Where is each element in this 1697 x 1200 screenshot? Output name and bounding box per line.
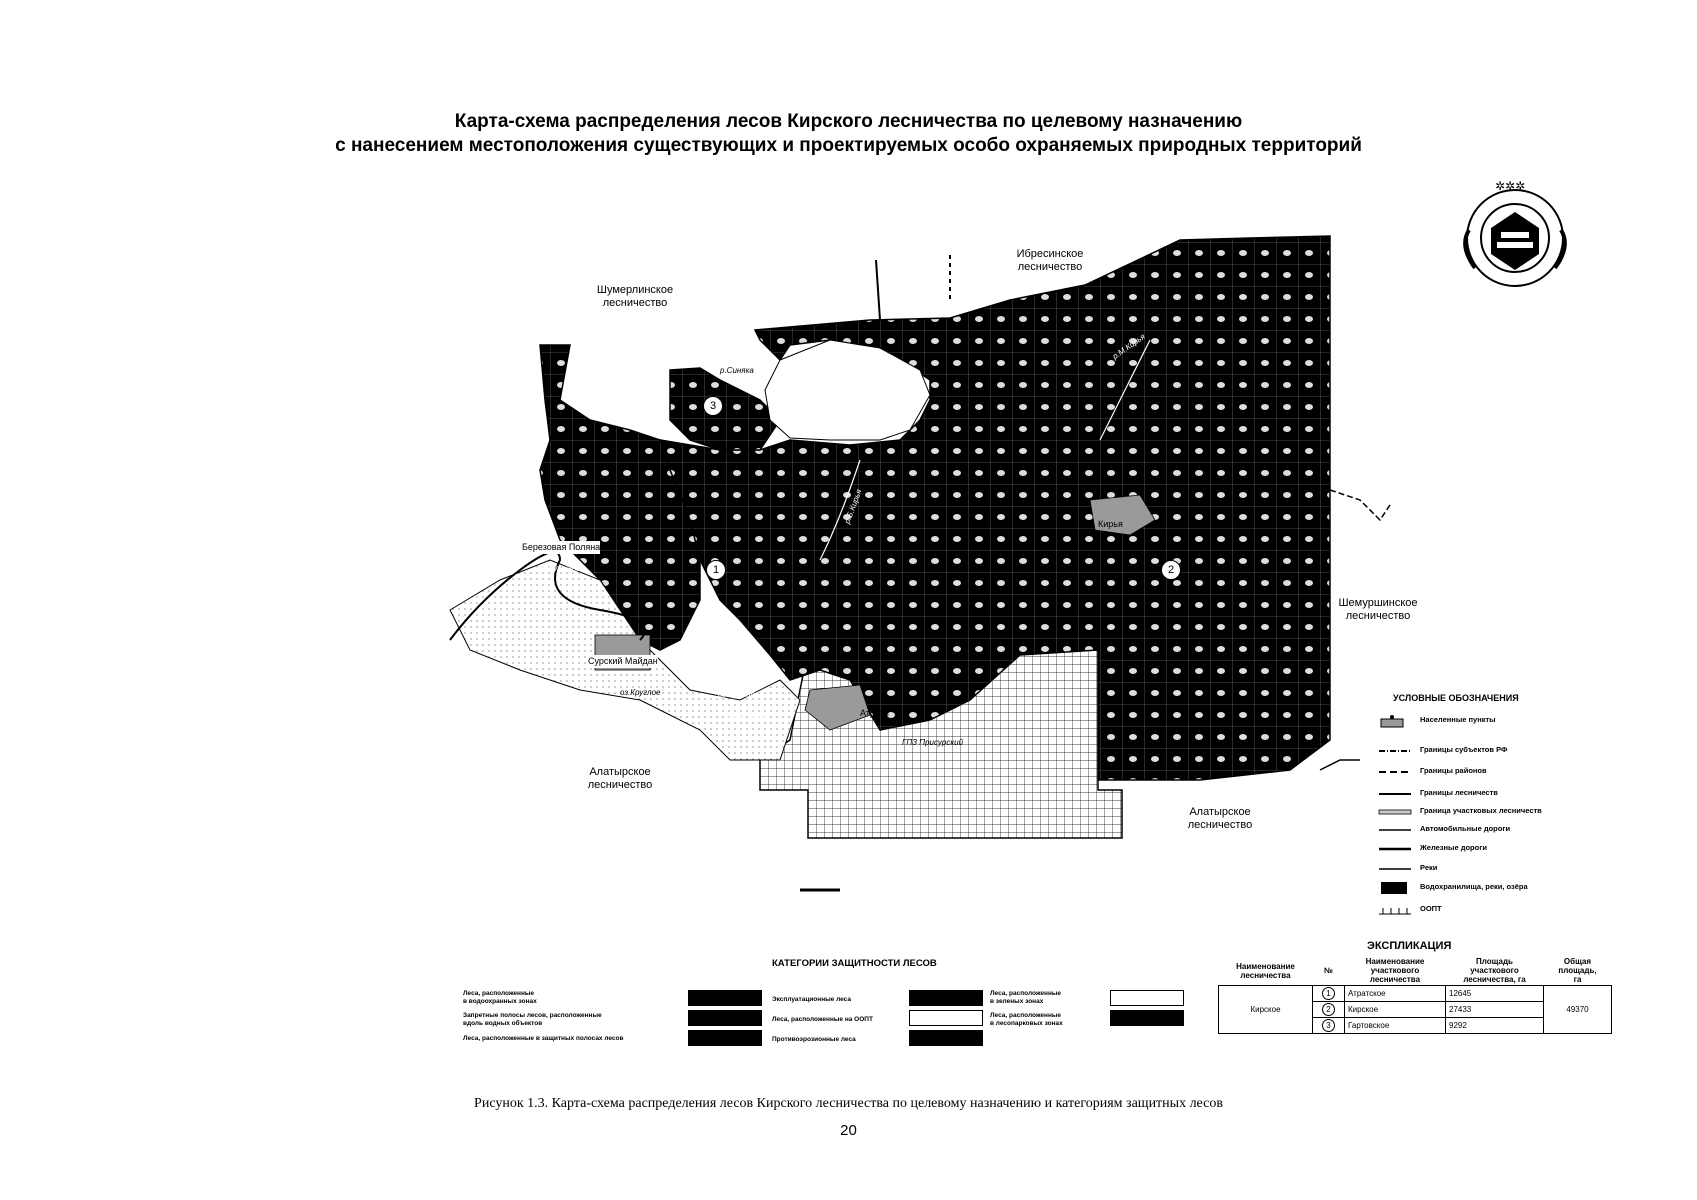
explication-title: ЭКСПЛИКАЦИЯ: [1367, 940, 1452, 952]
label-river-sura: р.Сура: [515, 610, 541, 619]
label-surskiy-maydan: Сурский Майдан: [588, 656, 658, 666]
svg-text:✲✲✲: ✲✲✲: [1495, 179, 1526, 193]
subforestry-name: Кирское: [1345, 1002, 1446, 1018]
legend-item-river: Реки: [1375, 862, 1695, 876]
table-row: [1219, 986, 1612, 1002]
categories-title: КАТЕГОРИИ ЗАЩИТНОСТИ ЛЕСОВ: [772, 958, 937, 969]
forestry-name: Кирское: [1219, 986, 1313, 1034]
legend-item-rf-border: Границы субъектов РФ: [1375, 744, 1695, 758]
category-anti-erosion: Противоэрозионные леса: [772, 1036, 856, 1043]
neighbor-ibresinskoe: Ибресинское лесничество: [1016, 248, 1084, 273]
subforestry-border-icon: [1375, 805, 1415, 819]
legend-item-settlement: Населенные пункты: [1375, 714, 1695, 728]
road-north: [876, 260, 880, 320]
legend-item-oopt: ООПТ: [1375, 903, 1695, 917]
label-oopt-name: ГПЗ Присурский: [902, 738, 964, 747]
col-total-area: Общая площадь, га: [1558, 957, 1597, 984]
category-protective-strips: Леса, расположенные в защитных полосах лесов: [463, 1035, 624, 1042]
label-lake-kulyukary: оз.Кульхары: [536, 564, 583, 573]
neighbor-shemurshinskoe: Шемуршинское лесничество: [1338, 597, 1418, 622]
page-number: 20: [840, 1122, 857, 1139]
district-border-icon: [1375, 765, 1415, 779]
category-prohibited-strips: Запретные полосы лесов, расположенные вдоль водных объектов: [463, 1012, 602, 1027]
label-kirya: Кирья: [1098, 519, 1123, 529]
map-title-line-1: Карта-схема распределения лесов Кирского лесничества по целевому назначению: [454, 111, 1243, 132]
railway-icon: [1375, 842, 1415, 856]
row-number: 2: [1322, 1003, 1335, 1016]
label-lake-khmutok: оз.Хмуток: [728, 714, 768, 723]
swatch-anti-erosion: [909, 1030, 983, 1046]
swatch-water-protection: [688, 990, 762, 1006]
label-lake-krugloe: оз.Круглое: [620, 688, 661, 697]
label-river-m-kirya: р.М.Кирья: [1110, 332, 1147, 361]
category-exploitation: Эксплуатационные леса: [772, 996, 851, 1003]
rf-border-icon: [1375, 744, 1415, 758]
oopt-icon: [1375, 903, 1415, 917]
map-title-line-2: с нанесением местоположения существующих и проектируемых особо охраняемых природных территорий: [335, 135, 1362, 156]
label-lake-buynasy: оз.Буйнасы: [718, 690, 761, 699]
forestry-border-icon: [1375, 787, 1415, 801]
subforestry-marker-2: 2: [1161, 560, 1181, 580]
row-number: 3: [1322, 1019, 1335, 1032]
label-river-b-kirya: р.Б.Кирья: [842, 487, 864, 526]
col-number: №: [1324, 966, 1333, 975]
category-forest-park-zones: Леса, расположенные в лесопарковых зонах: [990, 1012, 1063, 1027]
subforestry-marker-1: 1: [706, 560, 726, 580]
legend-item-water: Водохранилища, реки, озёра: [1375, 881, 1695, 895]
subforestry-marker-3: 3: [703, 396, 723, 416]
category-green-zones: Леса, расположенные в зеленых зонах: [990, 990, 1062, 1005]
legend-item-road: Автомобильные дороги: [1375, 823, 1695, 837]
forest-area-gartovskoe: [670, 368, 780, 450]
swatch-exploitation: [909, 990, 983, 1006]
neighbor-shumerlinskoe: Шумерлинское лесничество: [596, 284, 674, 309]
category-water-protection: Леса, расположенные в водоохранных зонах: [463, 990, 537, 1005]
swatch-oopt-forests: [909, 1010, 983, 1026]
legend-item-district-border: Границы районов: [1375, 765, 1695, 779]
subforestry-area: 9292: [1446, 1018, 1544, 1034]
legend-item-railway: Железные дороги: [1375, 842, 1695, 856]
row-number: 1: [1322, 987, 1335, 1000]
swatch-forest-park-zones: [1110, 1010, 1184, 1026]
swatch-protective-strips: [688, 1030, 762, 1046]
road-icon: [1375, 823, 1415, 837]
col-forestry: Наименование лесничества: [1236, 961, 1295, 980]
total-area: 49370: [1544, 986, 1612, 1034]
explication-table: [1218, 956, 1612, 1034]
label-river-sinyaka: р.Синяка: [720, 366, 754, 375]
label-atrati: Атрати: [860, 708, 889, 718]
neighbor-alatyrskoe-west: Алатырское лесничество: [587, 766, 653, 791]
settlement-icon: [1375, 714, 1415, 728]
category-oopt-forests: Леса, расположенные на ООПТ: [772, 1016, 873, 1023]
neighbor-alatyrskoe-south: Алатырское лесничество: [1187, 806, 1253, 831]
col-subforestry: Наименование участкового лесничества: [1365, 957, 1425, 984]
figure-caption: Рисунок 1.3. Карта-схема распределения лесов Кирского лесничества по целевому назначению и категориям защитных лесов: [474, 1096, 1223, 1111]
subforestry-name: Гартовское: [1345, 1018, 1446, 1034]
explication-header-row: [1219, 956, 1612, 986]
swatch-green-zones: [1110, 990, 1184, 1006]
subforestry-area: 27433: [1446, 1002, 1544, 1018]
legend-title: УСЛОВНЫЕ ОБОЗНАЧЕНИЯ: [1393, 693, 1519, 703]
subforestry-area: 12645: [1446, 986, 1544, 1002]
subforestry-name: Атратское: [1345, 986, 1446, 1002]
border-east: [1330, 490, 1390, 520]
water-icon: [1375, 881, 1415, 895]
col-subforestry-area: Площадь участкового лесничества, га: [1463, 957, 1526, 984]
border-southeast: [1320, 760, 1360, 770]
river-icon: [1375, 862, 1415, 876]
label-berezovaya-polyana: Березовая Поляна: [522, 542, 601, 552]
legend-item-subforestry-border: Граница участковых лесничеств: [1375, 805, 1695, 819]
swatch-prohibited-strips: [688, 1010, 762, 1026]
legend-item-forestry-border: Границы лесничеств: [1375, 787, 1695, 801]
